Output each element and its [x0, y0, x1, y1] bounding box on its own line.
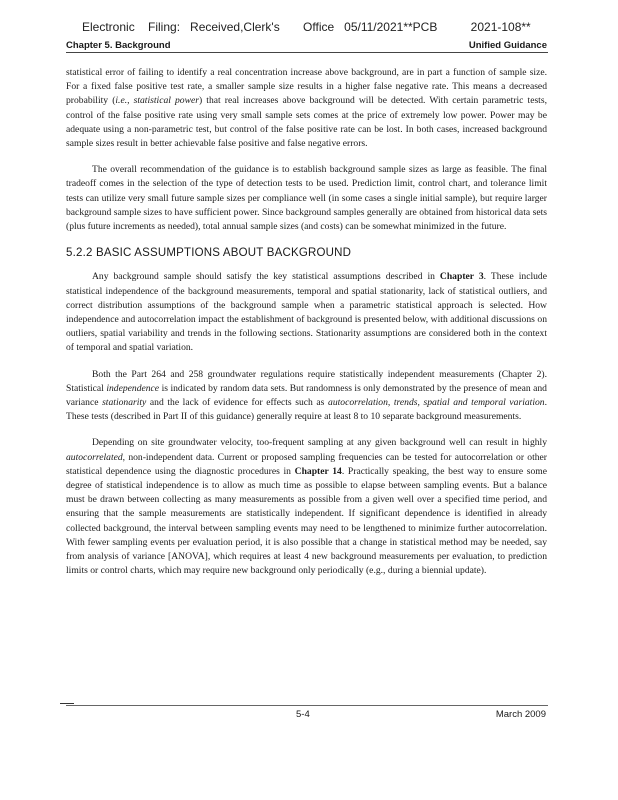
footer-date: March 2009 [495, 709, 546, 720]
header-rule [66, 52, 548, 53]
filing-stamp: Electronic Filing: Received,Clerk's Office 05/11/2021**PCB 2021-108** [82, 20, 531, 34]
paragraph-5: Depending on site groundwater velocity, too-frequent sampling at any given background well can result in highly autocorrelated, non-independent data. Current or proposed sampling frequencies can be tested for autocorrelation or other statistical dependence using the diagnostic procedures in Chapter 14. Practically speaking, the best way to ensure some degree of statistical independence is to allow as much time as possible to elapse between sampling events. But a balance must be drawn between collecting as many measurements as possible from a given well over a specified time period, and ensuring that the sample measurements are statistically independent. If significant dependence is identified in already collected background, the interval between sampling events may need to be lengthened to minimize further autocorrelation. With fewer sampling events per evaluation period, it is also possible that a change in statistical method may be needed, say from analysis of variance [ANOVA], which requires at least 4 new background measurements per evaluation, to prediction limits or control charts, which may require new background only periodically (e.g., during a biennial update). [66, 437, 547, 577]
section-heading: 5.2.2 BASIC ASSUMPTIONS ABOUT BACKGROUND [66, 247, 352, 260]
paragraph-2: The overall recommendation of the guidance is to establish background sample sizes as large as feasible. The final tradeoff comes in the selection of the type of detection tests to be used. Prediction limit, control chart, and tolerance limit tests can utilize very small future sample sizes per compliance well (in some cases a single initial sample), but require larger background sample sizes to have sufficient power. Since background samples generally are obtained from historical data sets (plus future increments as needed), total annual sample sizes (and costs) can be somewhat minimized in the future. [66, 164, 547, 233]
chapter-header: Chapter 5. Background [66, 40, 171, 51]
page-body [66, 66, 547, 591]
footer-rule [66, 705, 548, 706]
page-number: 5-4 [296, 709, 310, 720]
paragraph-3: Any background sample should satisfy the key statistical assumptions described in Chapter 3. These include statistical independence of the background measurements, temporal and spatial stationarity, lack of statistical outliers, and correct distribution assumptions of the background sample when a parametric statistical approach is selected. How independence and autocorrelation impact the establishment of background is presented below, with additional discussions on outliers, spatial variability and trends in the following sections. Stationarity assumptions are considered both in the context of temporal and spatial variation. [66, 271, 547, 354]
footer-dash [60, 703, 74, 704]
paragraph-1: statistical error of failing to identify a real concentration increase above background, are in part a function of sample size. For a fixed false positive test rate, a smaller sample size results in a higher false negative rate. This means a decreased probability (i.e., statistical power) that real increases above background will be detected. With certain parametric tests, control of the false positive rate using very small sample sets comes at the price of extremely low power. Power may be adequate using a non-parametric test, but control of the false positive rate can be lost. In both cases, increased background sample sizes result in better achievable false positive and false negative errors. [66, 67, 547, 150]
document-title-header: Unified Guidance [468, 40, 547, 51]
paragraph-4: Both the Part 264 and 258 groundwater regulations require statistically independent measurements (Chapter 2). Statistical independence is indicated by random data sets. But randomness is only demonstrated by the presence of mean and variance stationarity and the lack of evidence for effects such as autocorrelation, trends, spatial and temporal variation. These tests (described in Part II of this guidance) generally require at least 8 to 10 separate background measurements. [66, 368, 547, 423]
